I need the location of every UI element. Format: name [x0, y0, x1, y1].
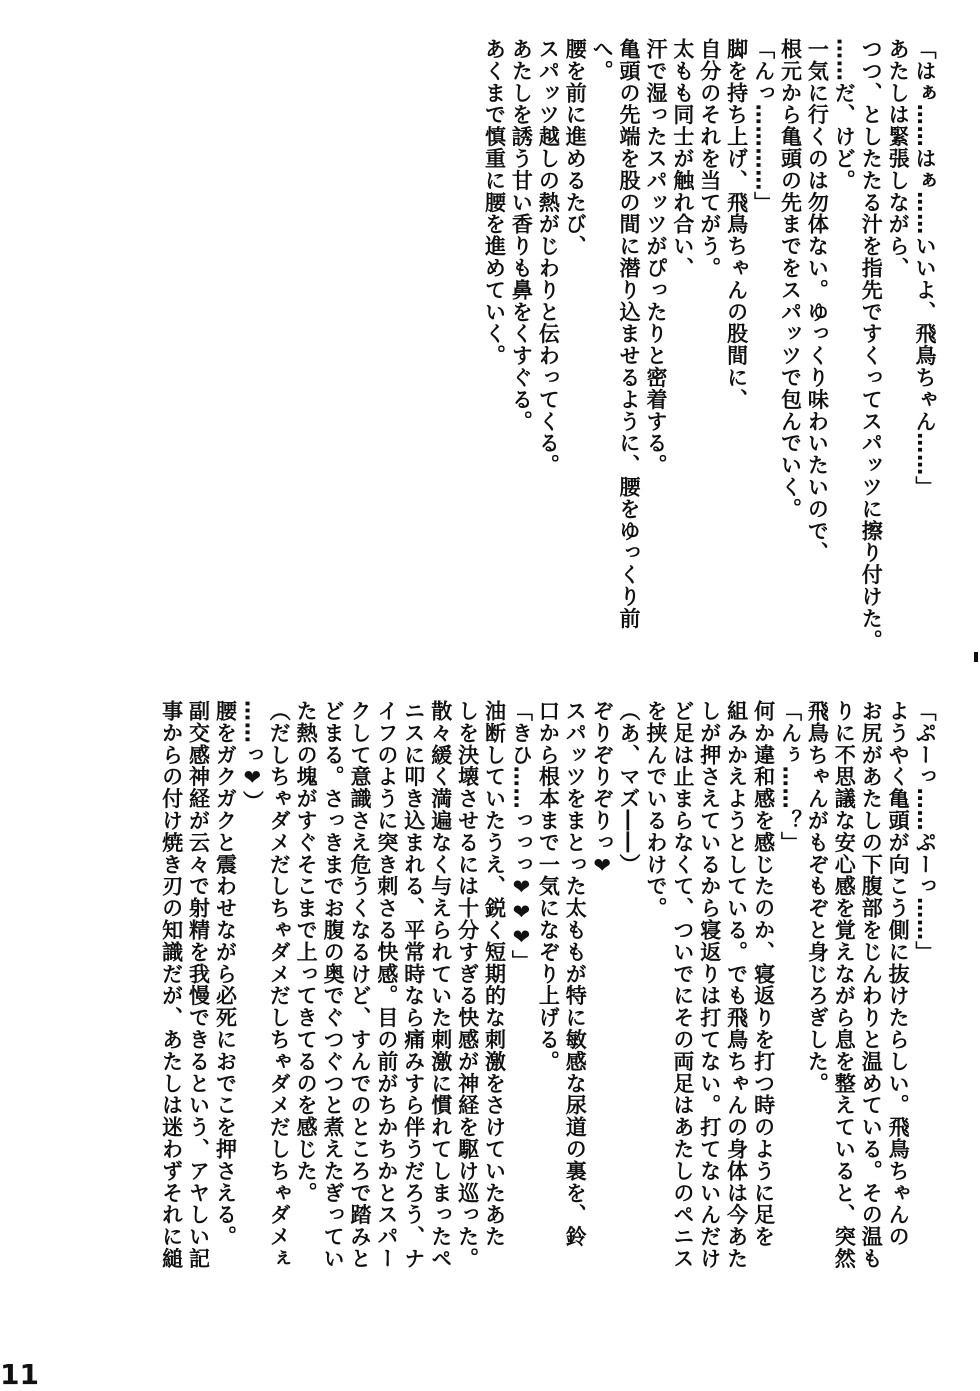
bottom-paragraph-line: しが押さえているから寝返りは打てない。打てないんだけ [697, 700, 722, 1270]
bottom-paragraph-line: ……っ❤） [240, 700, 265, 813]
page-edge-mark [974, 652, 978, 662]
bottom-paragraph-line: （だしちゃダメだしちゃダメだしちゃダメだしちゃダメぇ [267, 700, 292, 1270]
bottom-paragraph-line: た熱の塊がすぐそこまで上ってきてるのを感じた。 [294, 700, 319, 1204]
bottom-paragraph-line: クして意識さえ危うくなるけど、すんでのところで踏みと [347, 700, 372, 1270]
bottom-paragraph-line: 腰をガクガクと震わせながら必死におでこを押さえる。 [213, 700, 238, 1248]
bottom-paragraph-line: りに不思議な安心感を覚えながら息を整えていると、突然 [832, 700, 857, 1270]
bottom-paragraph-line: どまる。さっきまでお腹の奥でぐつぐつと煮えたぎってい [321, 700, 346, 1270]
page-number: 11 [0, 1358, 39, 1391]
bottom-paragraph-line: しを決壊させるには十分すぎる快感が神経を駆け巡った。 [455, 700, 480, 1270]
bottom-paragraph-line: を挟んでいるわけで。 [643, 700, 668, 919]
top-paragraph-line: 「んっ…………」 [751, 38, 776, 214]
bottom-paragraph-line: 「んぅ……？」 [778, 700, 803, 854]
top-paragraph-line: 脚を持ち上げ、飛鳥ちゃんの股間に、 [724, 38, 749, 411]
text-column-top [18, 38, 938, 672]
bottom-paragraph-line: 組みかえようとしている。でも飛鳥ちゃんの身体は今あた [724, 700, 749, 1270]
bottom-paragraph-line: 油断していたうえ、鋭く短期的な刺激をさけていたあた [482, 700, 507, 1248]
top-paragraph-line: あたしを誘う甘い香りも鼻をくすぐる。 [509, 38, 534, 433]
bottom-paragraph-line: ぞりぞりぞりっ❤ [590, 700, 615, 879]
top-paragraph-line: 亀頭の先端を股の間に潜り込ませるように、腰をゆっくり前へ。 [590, 38, 642, 630]
bottom-paragraph-line: （あ、マズ――） [617, 700, 642, 876]
top-paragraph-line: ……だ、けど。 [832, 38, 857, 192]
top-paragraph-line: つつ、としたたる汁を指先ですくってスパッツに擦り付けた。 [859, 38, 884, 652]
bottom-paragraph-line: 散々緩く満遍なく与えられていた刺激に慣れてしまったペ [428, 700, 453, 1270]
bottom-paragraph-line: 何か違和感を感じたのか、寝返りを打つ時のように足を [751, 700, 776, 1248]
bottom-paragraph-line: イフのように突き刺さる快感。目の前がちかちかとスパー [374, 700, 399, 1270]
top-paragraph-line: スパッツ越しの熱がじわりと伝わってくる。 [536, 38, 561, 476]
top-paragraph-line: あくまで慎重に腰を進めていく。 [482, 38, 507, 367]
bottom-paragraph-line: ようやく亀頭が向こう側に抜けたらしい。飛鳥ちゃんの [886, 700, 911, 1248]
bottom-paragraph-line: お尻があたしの下腹部をじんわりと温めている。その温も [859, 700, 884, 1270]
text-column-bottom [18, 700, 938, 1340]
top-paragraph-line: 自分のそれを当てがう。 [697, 38, 722, 279]
top-paragraph-line: 汗で湿ったスパッツがぴったりと密着する。 [643, 38, 668, 476]
bottom-paragraph-line: 口から根本まで一気になぞり上げる。 [536, 700, 561, 1073]
top-paragraph-line: 一気に行くのは勿体ない。ゆっくり味わいたいので、 [805, 38, 830, 564]
bottom-paragraph-line: 事からの付け焼き刃の知識だが、あたしは迷わずそれに縋 [159, 700, 184, 1270]
top-paragraph-line: 根元から亀頭の先までをスパッツで包んでいく。 [778, 38, 803, 520]
bottom-paragraph-line: ど足は止まらなくて、ついでにその両足はあたしのペニス [670, 700, 695, 1270]
bottom-paragraph-line: 副交感神経が云々で射精を我慢できるという、アヤしい記 [186, 700, 211, 1270]
bottom-paragraph-line: 「ぷーっ……ぷーっ……」 [913, 700, 937, 963]
bottom-paragraph-line: 「きひ……っっっ❤❤❤」 [509, 700, 534, 972]
top-paragraph-line: あたしは緊張しながら、 [886, 38, 911, 279]
top-paragraph-line: 腰を前に進めるたび、 [563, 38, 588, 257]
bottom-paragraph-line: ニスに叩き込まれる、平常時なら痛みすら伴うだろう、ナ [401, 700, 426, 1270]
top-paragraph-line: 太もも同士が触れ合い、 [670, 38, 695, 279]
top-paragraph-line: 「はぁ……はぁ……いいよ、飛鳥ちゃん……」 [913, 38, 937, 498]
bottom-paragraph-line: スパッツをまとった太ももが特に敏感な尿道の裏を、鈴 [563, 700, 588, 1248]
bottom-paragraph-line: 飛鳥ちゃんがもぞもぞと身じろぎした。 [805, 700, 830, 1095]
